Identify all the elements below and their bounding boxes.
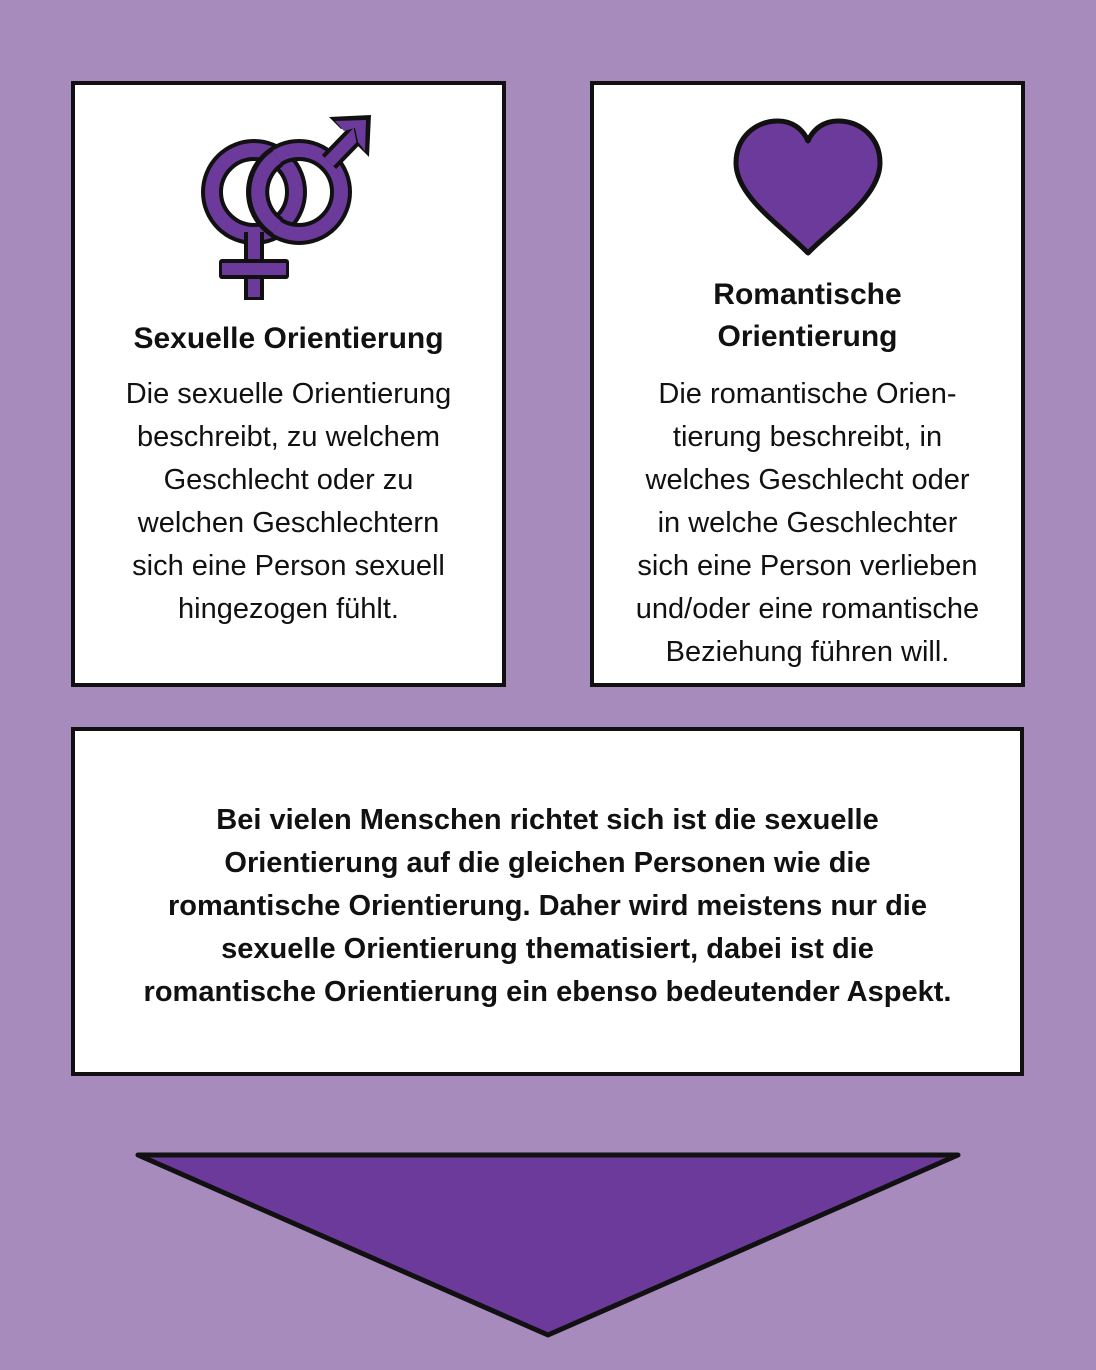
card-description (89, 373, 488, 631)
summary-text (85, 799, 1010, 1014)
card-text-line: in welche Geschlechter (657, 507, 958, 539)
card-text-line: sich eine Person sexuell (132, 550, 445, 582)
sexual-orientation-card (71, 81, 506, 687)
down-arrow-icon (130, 1145, 966, 1350)
card-description (608, 373, 1007, 674)
card-text-line: beschreibt, zu welchem (136, 421, 441, 453)
card-text-line: sich eine Person verlieben (637, 550, 978, 582)
summary-line: romantische Orientierung ein ebenso bedeutender Aspekt. (143, 976, 952, 1008)
card-title-line: Romantische (713, 278, 902, 311)
card-text-line: hingezogen fühlt. (178, 593, 399, 625)
card-text-line: Die romantische Orien- (658, 378, 957, 410)
romantic-orientation-card (590, 81, 1025, 687)
card-title: Sexuelle Orientierung (133, 322, 444, 355)
summary-line: romantische Orientierung. Daher wird meistens nur die (167, 890, 927, 922)
card-text-line: Beziehung führen will. (665, 636, 950, 668)
card-text-line: und/oder eine romantische (635, 593, 980, 625)
summary-card (71, 727, 1024, 1076)
card-text-line: welchen Geschlechtern (137, 507, 440, 539)
card-text-line: Die sexuelle Orientierung (125, 378, 452, 410)
card-text-line: welches Geschlecht oder (645, 464, 970, 496)
summary-line: Bei vielen Menschen richtet sich ist die sexuelle (216, 804, 879, 836)
gender-symbols-icon (75, 107, 502, 307)
summary-line: sexuelle Orientierung thematisiert, dabei ist die (221, 933, 874, 965)
card-title-line: Orientierung (717, 320, 898, 353)
heart-icon (594, 115, 1021, 260)
card-text-line: Geschlecht oder zu (163, 464, 414, 496)
summary-line: Orientierung auf die gleichen Personen wie die (224, 847, 871, 879)
card-title (604, 274, 1011, 358)
card-text-line: tierung beschreibt, in (672, 421, 943, 453)
